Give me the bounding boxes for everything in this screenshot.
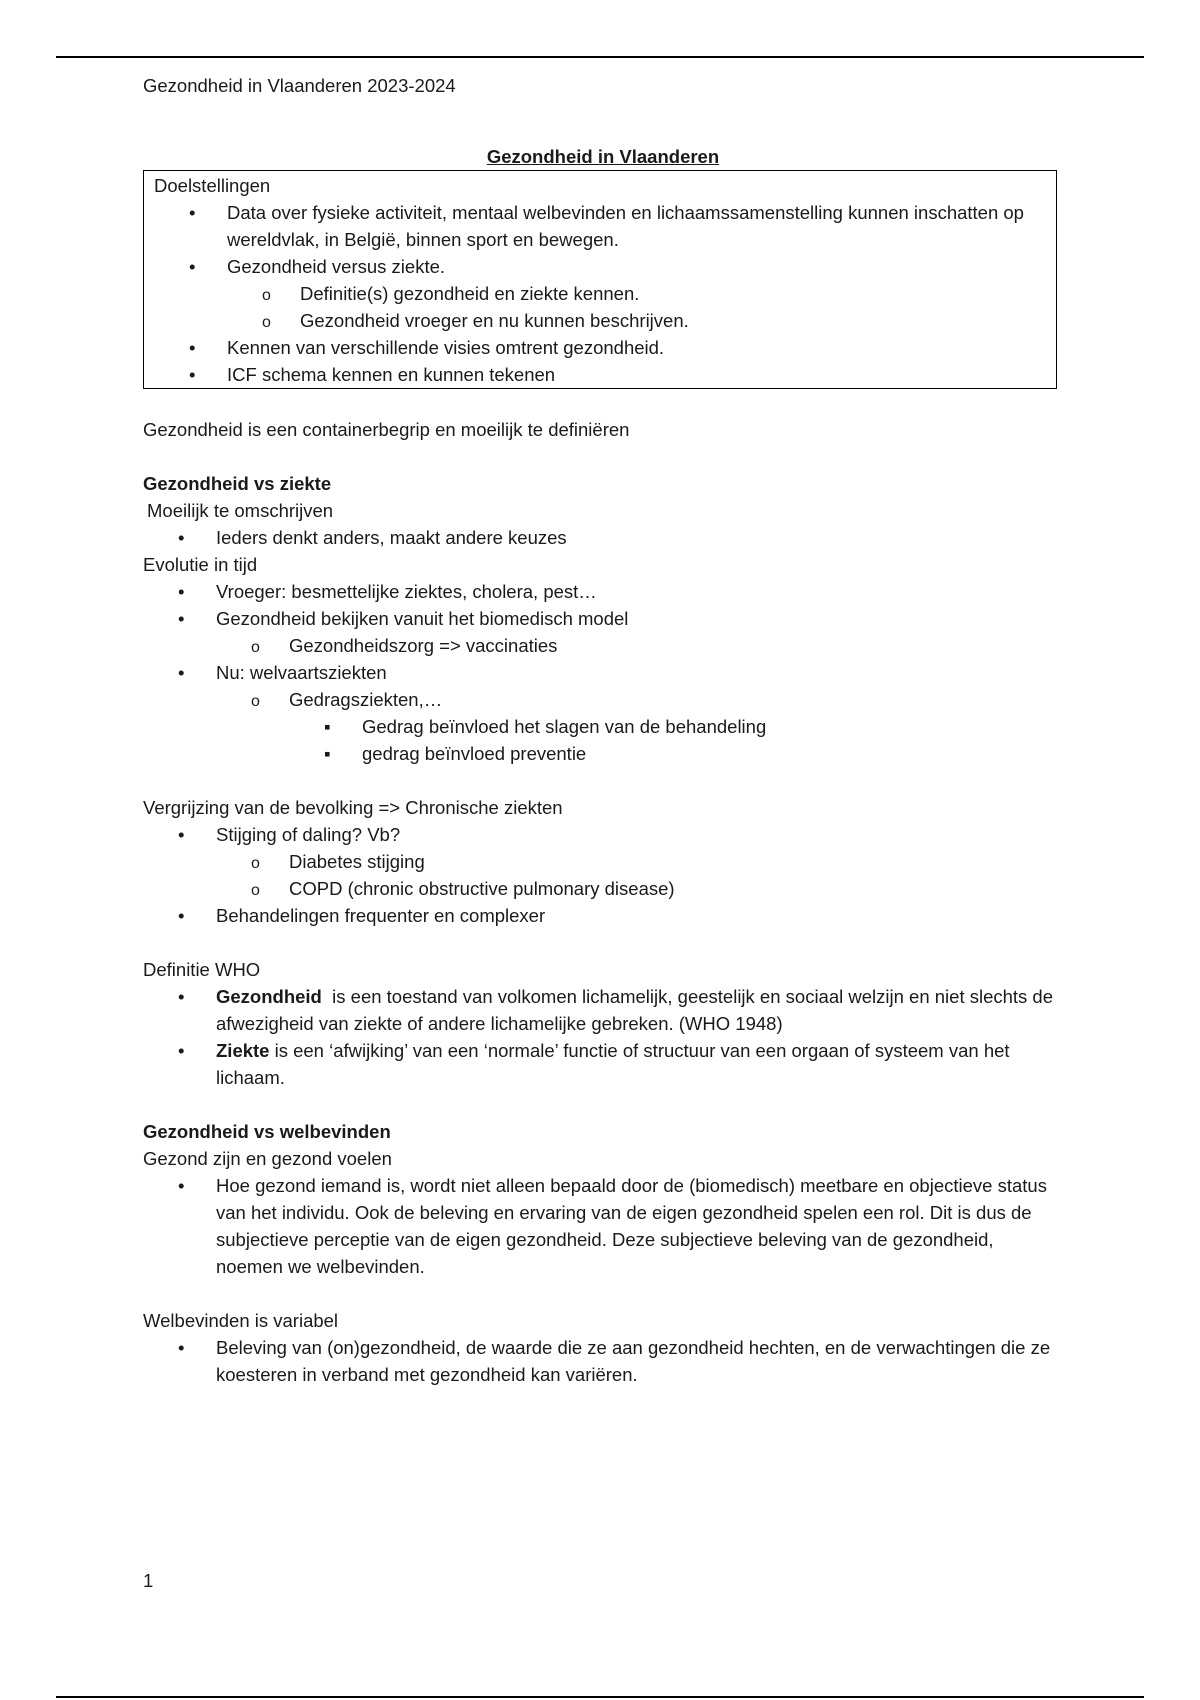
list-item: o Definitie(s) gezondheid en ziekte kennen.: [154, 280, 1056, 307]
document-title: Gezondheid in Vlaanderen: [486, 146, 720, 167]
footer-rule: [56, 1696, 1144, 1698]
section-heading: Gezondheid vs welbevinden: [143, 1121, 391, 1142]
intro-text: Gezondheid is een containerbegrip en moeilijk te definiëren: [143, 419, 630, 440]
subheading: Vergrijzing van de bevolking => Chronische ziekten: [143, 797, 563, 818]
bullet-icon: [178, 821, 184, 848]
bullet-list: [143, 983, 1063, 1091]
bullet-list: [143, 821, 1063, 929]
objectives-heading: Doelstellingen: [154, 175, 271, 196]
bullet-list: [143, 1334, 1063, 1388]
list-item: • Beleving van (on)gezondheid, de waarde die ze aan gezondheid hechten, en de verwachtingen die ze koesteren in verband met gezondheid kan variëren.: [143, 1334, 1063, 1388]
circle-bullet-icon: [262, 280, 271, 309]
objectives-box: [143, 170, 1057, 389]
bullet-icon: [189, 334, 195, 361]
bullet-icon: [178, 1037, 184, 1064]
list-item: • Ziekte is een ‘afwijking’ van een ‘normale’ functie of structuur van een orgaan of systeem van het lichaam.: [143, 1037, 1063, 1091]
list-item: • Kennen van verschillende visies omtrent gezondheid.: [154, 334, 1056, 361]
subheading: Moeilijk te omschrijven: [147, 500, 334, 521]
objectives-list: [154, 199, 1056, 388]
circle-bullet-icon: [251, 686, 260, 715]
subheading: Welbevinden is variabel: [143, 1310, 339, 1331]
bullet-icon: [178, 605, 184, 632]
subheading: Evolutie in tijd: [143, 554, 258, 575]
bullet-icon: [189, 253, 195, 280]
list-item: • Behandelingen frequenter en complexer: [143, 902, 1063, 929]
page-content: [143, 72, 1063, 1388]
list-item: o Gezondheidszorg => vaccinaties: [143, 632, 1063, 659]
list-item: • Vroeger: besmettelijke ziektes, cholera, pest…: [143, 578, 1063, 605]
list-item: • Ieders denkt anders, maakt andere keuzes: [143, 524, 1063, 551]
bullet-icon: [178, 524, 184, 551]
list-item: • Stijging of daling? Vb?: [143, 821, 1063, 848]
subheading: Gezond zijn en gezond voelen: [143, 1148, 392, 1169]
list-item: • Gezondheid bekijken vanuit het biomedisch model: [143, 605, 1063, 632]
list-item: • ICF schema kennen en kunnen tekenen: [154, 361, 1056, 388]
list-item: • Gezondheid is een toestand van volkomen lichamelijk, geestelijk en sociaal welzijn en niet slechts de afwezigheid van ziekte of andere lichamelijke gebreken. (WHO 1948): [143, 983, 1063, 1037]
section-heading: Gezondheid vs ziekte: [143, 473, 332, 494]
square-bullet-icon: [324, 740, 331, 767]
bullet-list: [143, 1172, 1063, 1280]
circle-bullet-icon: [251, 848, 260, 877]
circle-bullet-icon: [262, 307, 271, 336]
list-item: • Hoe gezond iemand is, wordt niet alleen bepaald door de (biomedisch) meetbare en objectieve status van het individu. Ook de beleving en ervaring van de eigen gezondheid spelen een rol. Dit is dus de subjectieve perceptie van de eigen gezondheid. Deze subjectieve beleving van de gezondheid, noemen we welbevinden.: [143, 1172, 1063, 1280]
running-header: Gezondheid in Vlaanderen 2023-2024: [143, 75, 456, 96]
bullet-icon: [178, 983, 184, 1010]
circle-bullet-icon: [251, 875, 260, 904]
list-item: • Nu: welvaartsziekten: [143, 659, 1063, 686]
bullet-icon: [178, 902, 184, 929]
header-rule: [56, 56, 1144, 58]
list-item: • Data over fysieke activiteit, mentaal welbevinden en lichaamssamenstelling kunnen inschatten op wereldvlak, in België, binnen sport en bewegen.: [154, 199, 1056, 253]
list-item: ▪ gedrag beïnvloed preventie: [143, 740, 1063, 767]
square-bullet-icon: [324, 713, 331, 740]
bullet-list: [143, 524, 1063, 551]
list-item: o Diabetes stijging: [143, 848, 1063, 875]
bullet-icon: [189, 361, 195, 388]
bullet-icon: [178, 1334, 184, 1361]
circle-bullet-icon: [251, 632, 260, 661]
bullet-icon: [178, 578, 184, 605]
bullet-icon: [178, 659, 184, 686]
page-number: 1: [143, 1570, 154, 1591]
subheading: Definitie WHO: [143, 959, 261, 980]
list-item: ▪ Gedrag beïnvloed het slagen van de behandeling: [143, 713, 1063, 740]
list-item: o Gezondheid vroeger en nu kunnen beschrijven.: [154, 307, 1056, 334]
list-item: o COPD (chronic obstructive pulmonary disease): [143, 875, 1063, 902]
bullet-icon: [189, 199, 195, 226]
bullet-icon: [178, 1172, 184, 1199]
bullet-list: [143, 578, 1063, 767]
list-item: • Gezondheid versus ziekte.: [154, 253, 1056, 280]
list-item: o Gedragsziekten,…: [143, 686, 1063, 713]
